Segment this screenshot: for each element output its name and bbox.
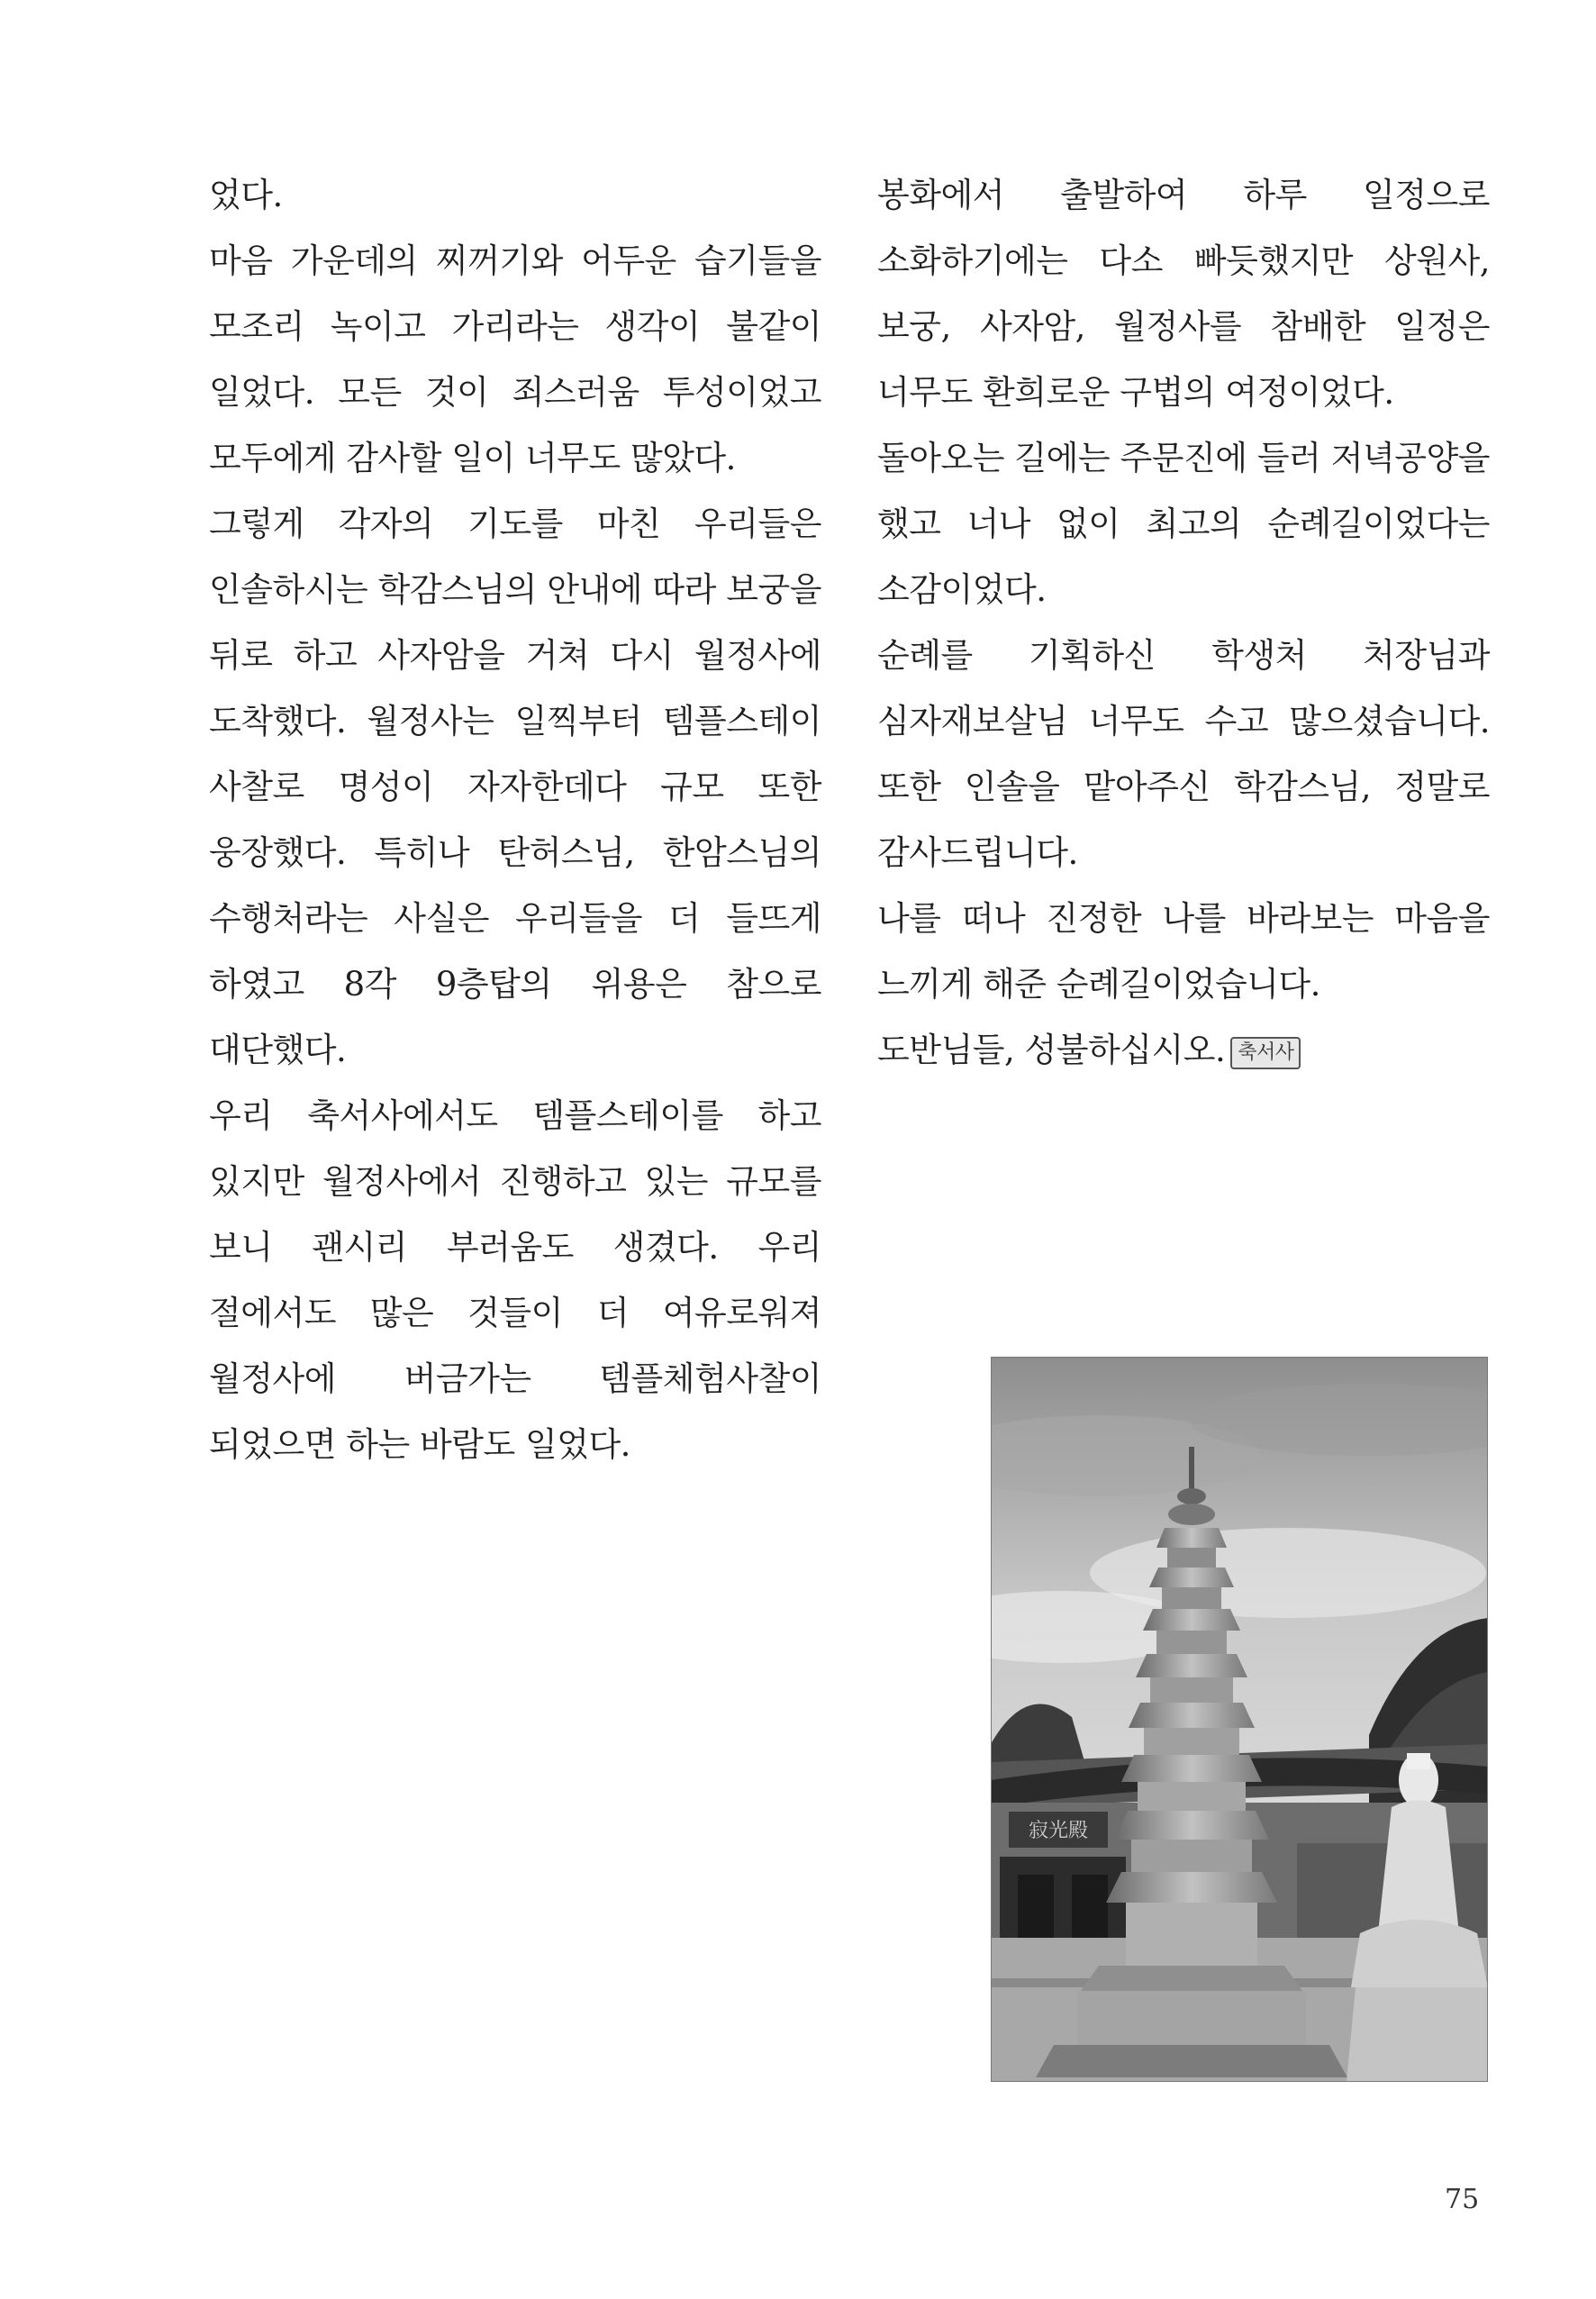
paragraph: 돌아오는 길에는 주문진에 들러 저녁공양을 했고 너나 없이 최고의 순례길이었다는 소감이었다. — [877, 439, 1490, 609]
left-text-column — [209, 162, 821, 1477]
paragraph: 우리 축서사에서도 템플스테이를 하고 있지만 월정사에서 진행하고 있는 규모를 보니 괜시리 부러움도 생겼다. 우리 절에서도 많은 것들이 더 여유로워져 월정사에 버금가는 템플체험사찰이 되었으면 하는 바람도 일었다. — [209, 1096, 821, 1464]
closing-paragraph — [877, 1017, 1490, 1083]
paragraph: 그렇게 각자의 기도를 마친 우리들은 인솔하시는 학감스님의 안내에 따라 보궁을 뒤로 하고 사자암을 거쳐 다시 월정사에 도착했다. 월정사는 일찍부터 템플스테이 사찰로 명성이 자자한데다 규모 또한 웅장했다. 특히나 탄허스님, 한암스님의 수행처라는 사실은 우리들을 더 들뜨게 하였고 8각 9층탑의 위용은 참으로 대단했다. — [209, 504, 821, 1069]
pagoda-photo — [991, 1357, 1488, 2082]
paragraph: 었다. — [209, 176, 283, 214]
paragraph: 봉화에서 출발하여 하루 일정으로 소화하기에는 다소 빠듯했지만 상원사, 보궁, 사자암, 월정사를 참배한 일정은 너무도 환희로운 구법의 여정이었다. — [877, 176, 1490, 412]
closing-text: 도반님들, 성불하십시오. — [877, 1031, 1226, 1069]
paragraph: 나를 떠나 진정한 나를 바라보는 마음을 느끼게 해준 순례길이었습니다. — [877, 899, 1490, 1004]
page-number: 75 — [1445, 2184, 1480, 2215]
signboard-text: 寂光殿 — [1028, 1820, 1089, 1842]
paragraph: 순례를 기획하신 학생처 처장님과 심자재보살님 너무도 수고 많으셨습니다. 또한 인솔을 맡아주신 학감스님, 정말로 감사드립니다. — [877, 636, 1490, 872]
temple-seal-icon: 축서사 — [1230, 1037, 1301, 1069]
right-text-column — [877, 162, 1490, 1083]
paragraph: 마음 가운데의 찌꺼기와 어두운 습기들을 모조리 녹이고 가리라는 생각이 불같이 일었다. 모든 것이 죄스러움 투성이었고 모두에게 감사할 일이 너무도 많았다. — [209, 241, 821, 477]
